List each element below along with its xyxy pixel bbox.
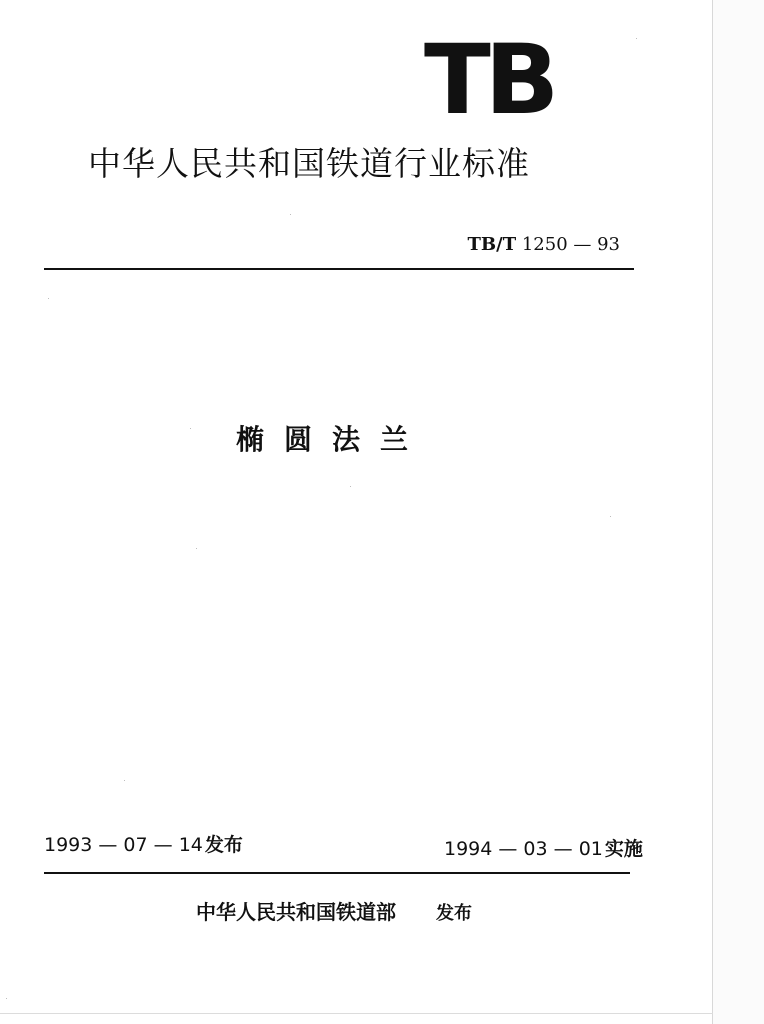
scan-speck [196,548,197,549]
header-divider [44,268,634,270]
implementation-date-label: 实施 [604,838,643,860]
publisher-action: 发布 [436,903,472,924]
publisher-name: 中华人民共和国铁道部 [196,900,396,924]
scan-speck [48,298,49,299]
scan-bottom-edge [0,1013,713,1014]
issue-date-label: 发布 [204,834,243,856]
issue-date [44,831,243,859]
scan-speck [290,214,291,215]
implementation-date [444,835,643,863]
issue-date-value: 1993 — 07 — 14 [44,834,203,856]
scan-speck [610,516,611,517]
standard-category-title: 中华人民共和国铁道行业标准 [88,144,530,183]
scan-margin [713,0,764,1024]
footer-divider [44,872,630,874]
implementation-date-value: 1994 — 03 — 01 [444,838,603,860]
standard-code [440,233,620,257]
scan-speck [636,38,637,39]
scan-speck [350,486,351,487]
standard-code-prefix: TB/T [467,234,517,255]
standard-code-number: 1250 — 93 [516,234,620,255]
scan-speck [190,428,191,429]
tb-logo: TB [424,24,554,136]
document-title: 椭圆法兰 [236,423,429,456]
scan-speck [6,998,7,999]
scan-speck [124,780,125,781]
